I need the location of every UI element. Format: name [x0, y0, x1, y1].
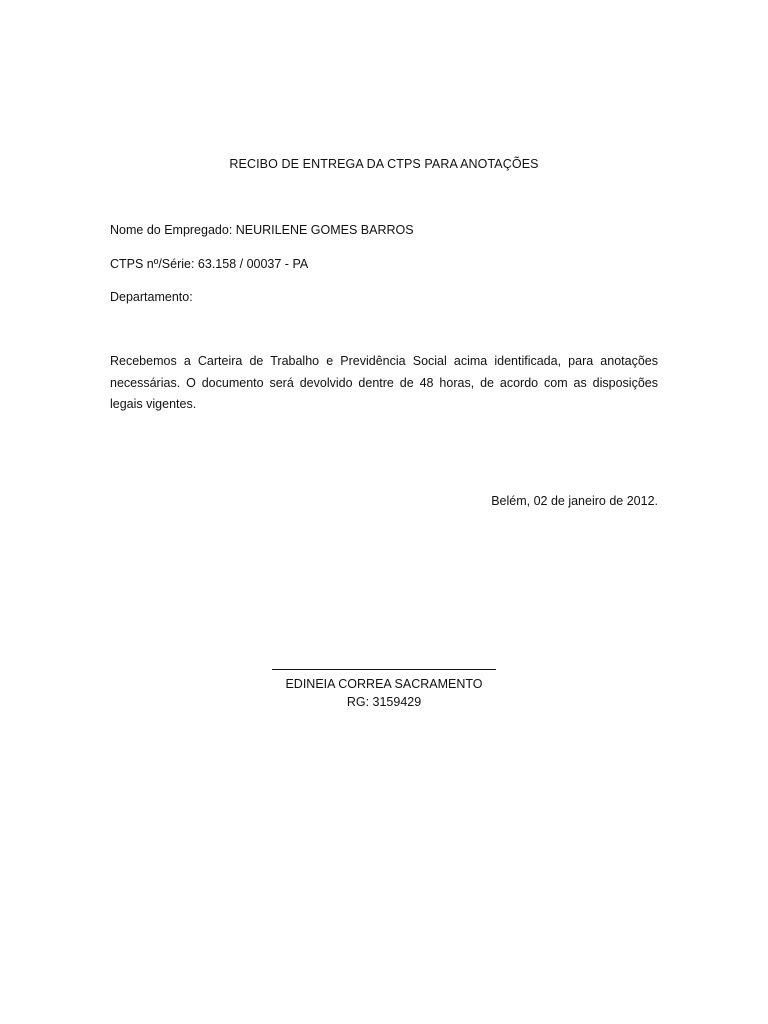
department-line: Departamento: — [110, 290, 193, 304]
document-title: RECIBO DE ENTREGA DA CTPS PARA ANOTAÇÕES — [229, 157, 539, 171]
signature-block — [0, 657, 768, 711]
signature-line — [272, 657, 496, 670]
signatory-name: EDINEIA CORREA SACRAMENTO — [285, 677, 483, 691]
receipt-body-paragraph: Recebemos a Carteira de Trabalho e Previdência Social acima identificada, para anotações necessárias. O documento será devolvido dentre de 48 horas, de acordo com as disposições legais vigentes. — [110, 354, 658, 411]
ctps-line: CTPS nº/Série: 63.158 / 00037 - PA — [110, 257, 309, 271]
date-line: Belém, 02 de janeiro de 2012. — [491, 494, 658, 508]
employee-name-line: Nome do Empregado: NEURILENE GOMES BARROS — [110, 223, 414, 237]
signatory-rg: RG: 3159429 — [346, 695, 422, 709]
